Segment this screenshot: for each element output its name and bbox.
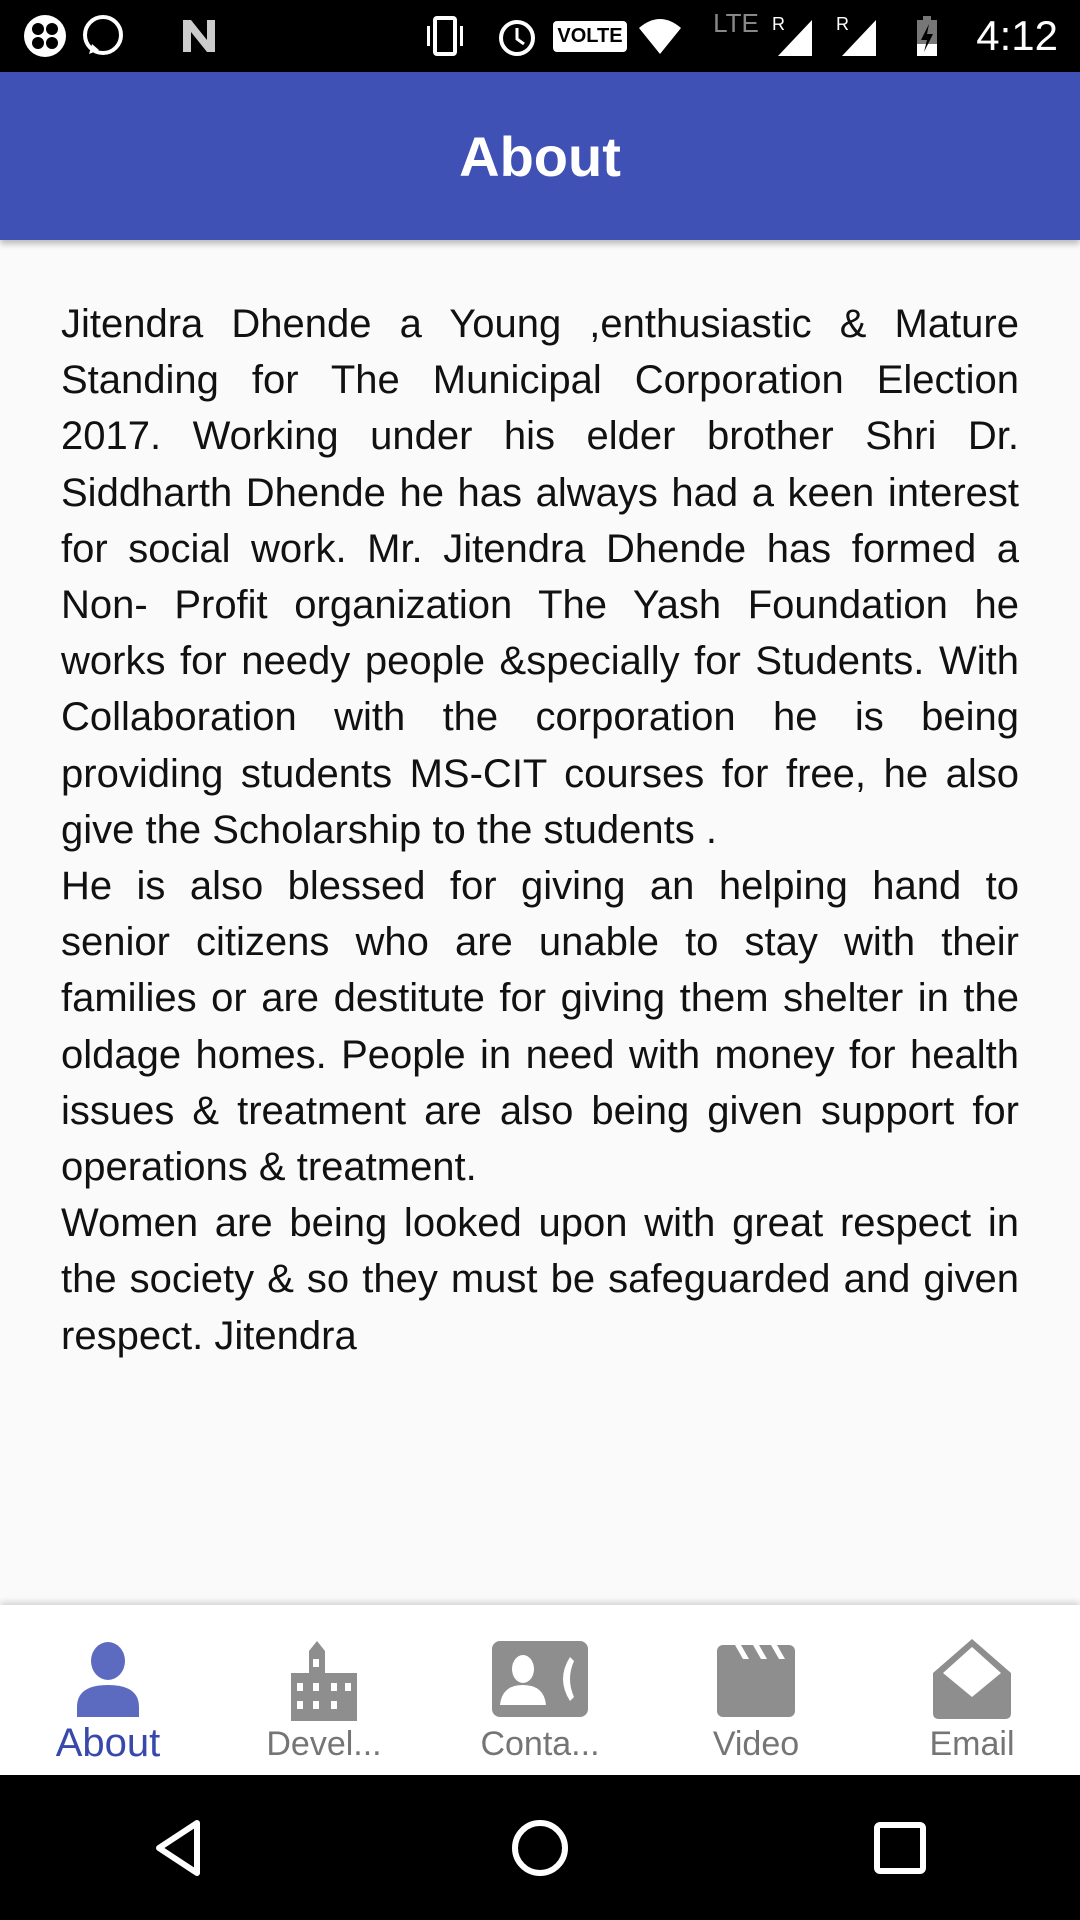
whatsapp-icon (80, 14, 126, 58)
page-title: About (459, 124, 621, 188)
person-icon (67, 1639, 149, 1721)
city-icon (283, 1639, 365, 1721)
signal-icon (772, 14, 822, 58)
app-icon (22, 14, 68, 58)
svg-text:R: R (772, 14, 785, 34)
tab-label: Conta... (480, 1725, 600, 1763)
app-bar (0, 72, 1080, 240)
tab-contact[interactable] (432, 1605, 648, 1775)
clapperboard-icon (715, 1639, 797, 1721)
tab-video[interactable] (648, 1605, 864, 1775)
signal-icon (836, 14, 886, 58)
volte-icon: VOLTE (554, 14, 626, 58)
tab-about[interactable] (0, 1605, 216, 1775)
lte-label: LTE (713, 8, 759, 38)
bottom-navigation (0, 1605, 1080, 1775)
drafts-icon (931, 1639, 1013, 1721)
clock: 4:12 (976, 12, 1058, 59)
vibrate-icon (420, 14, 470, 58)
system-nav-bar (0, 1775, 1080, 1920)
svg-text:R: R (836, 14, 849, 34)
status-bar (0, 0, 1080, 72)
recents-icon[interactable] (865, 1813, 935, 1883)
tab-label: Email (929, 1725, 1015, 1763)
battery-charging-icon (912, 14, 942, 58)
n-icon (176, 14, 222, 58)
tab-label: About (55, 1721, 161, 1765)
contact-phone-icon (490, 1639, 590, 1721)
home-icon[interactable] (505, 1813, 575, 1883)
tab-label: Video (712, 1725, 800, 1763)
about-content[interactable] (0, 240, 1080, 1547)
about-text: Jitendra Dhende a Young ,enthusiastic & Mature Standing for The Municipal Corporation Election 2017. Working under his elder brother Shri Dr. Siddharth Dhende he has always had a keen interest for social work. Mr. Jitendra Dhende has formed a Non- Profit organization The Yash Foundation he works for needy people &specially for Students. With Collaboration with the corporation he is being providing students MS-CIT courses for free, he also give the Scholarship to the students . He is also blessed for giving an helping hand to senior citizens who are unable to stay with their families or are destitute for giving them shelter in the oldage homes. People in need with money for health issues & treatment are also being given support for operations & treatment. Women are being looked upon with great respect in the society & so they must be safeguarded and given respect. Jitendra (61, 302, 1019, 1358)
back-icon[interactable] (145, 1813, 215, 1883)
wifi-icon (636, 14, 684, 58)
alarm-icon (494, 14, 540, 58)
tab-label: Devel... (266, 1725, 382, 1763)
tab-email[interactable] (864, 1605, 1080, 1775)
tab-development[interactable] (216, 1605, 432, 1775)
